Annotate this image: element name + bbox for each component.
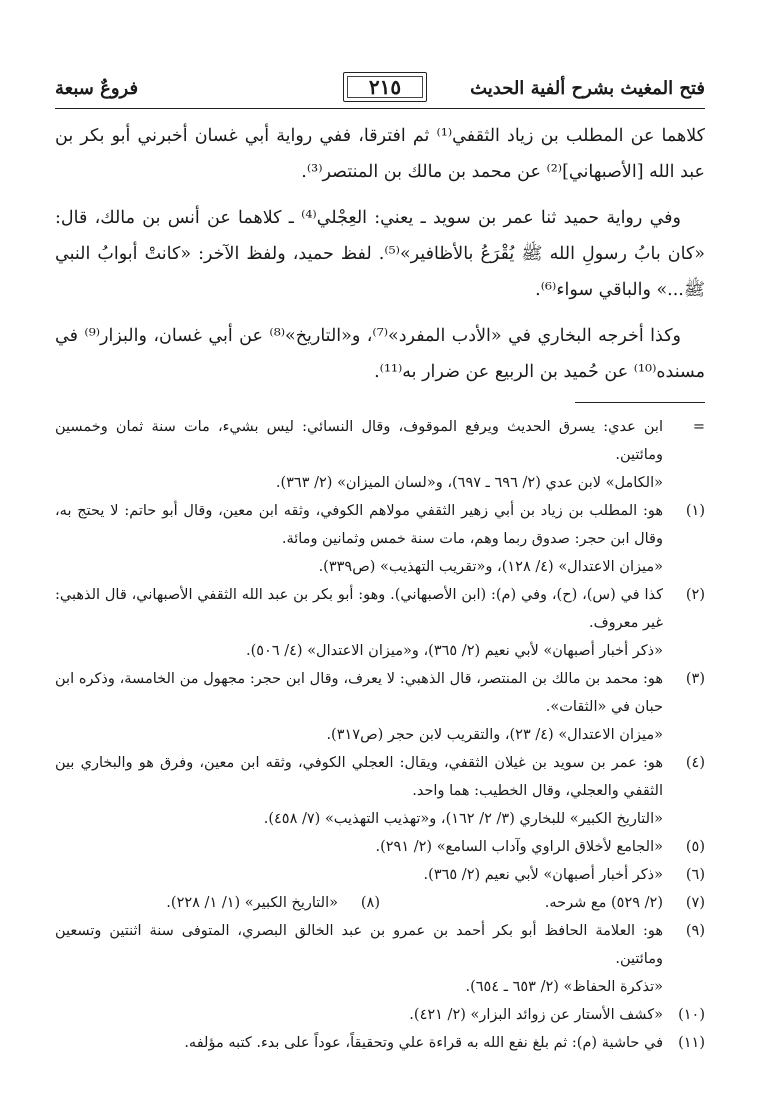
footnote-number: (١١) [678,1035,705,1051]
footnote-continued [55,413,705,497]
footnote-number: (٤) [685,755,705,771]
footnote-1 [55,497,705,581]
footnote-5 [55,833,705,861]
footnote-number: (٩) [685,923,705,939]
running-title: فتح المغيث بشرح ألفية الحديث [470,78,705,99]
footnote-number: (٣) [685,671,705,687]
footnote-number: (١) [685,503,705,519]
footnote-text: «ذكر أخبار أصبهان» لأبي نعيم (٢/ ٣٦٥). [423,867,663,883]
footnote-line: «ميزان الاعتدال» (٤/ ١٢٨)، و«تقريب التهذيب» (ص٣٣٩). [318,559,663,575]
footnote-text: «كشف الأستار عن زوائد البزار» (٢/ ٤٢١). [409,1007,663,1023]
section-title: فروعٌ سبعة [55,78,139,99]
footnote-number: (٦) [685,867,705,883]
page-number: ٢١٥ [368,75,402,99]
page-header [55,70,705,110]
footnote-8 [55,889,380,917]
footnote-2 [55,581,705,665]
footnote-line: «ميزان الاعتدال» (٤/ ٢٣)، والتقريب لابن حجر (ص٣١٧). [326,727,663,743]
footnote-line: ابن عدي: يسرق الحديث ويرفع الموقوف، وقال النسائي: ليس بشيء، مات سنة ثمان وخمسين ومائتين. [55,419,663,463]
header-rule [55,108,705,109]
footnote-line: هو: محمد بن مالك بن المنتصر، قال الذهبي: لا يعرف، وقال ابن حجر: مجهول من الخامسة، وذكره ابن حبان في «الثقات». [55,671,663,715]
footnote-separator [575,402,705,403]
footnote-line: كذا في (س)، (ح)، وفي (م): (ابن الأصبهاني). وهو: أبو بكر بن عبد الله الثقفي الأصبهاني، قال الذهبي: غير معروف. [55,587,663,631]
footnote-line: هو: عمر بن سويد بن غيلان الثقفي، ويقال: العجلي الكوفي، وثقه ابن معين، وفرق هو والبخاري بين الثقفي والعجلي، وقال الخطيب: هما واحد. [55,755,663,799]
footnote-text: «التاريخ الكبير» (١/ ١/ ٢٢٨). [166,895,338,911]
footnotes-7-8-row [55,889,705,917]
footnote-text: في حاشية (م): ثم بلغ نفع الله به قراءة علي وتحقيقاً، عوداً على بدء. كتبه مؤلفه. [184,1035,663,1051]
footnote-number: (٢) [685,587,705,603]
main-text [55,118,705,390]
paragraph-2: وفي رواية حميد ثنا عمر بن سويد ـ يعني: العِجْلي⁽⁴⁾ ـ كلاهما عن أنس بن مالك، قال: «كان بابُ رسولِ الله ﷺ يُقْرَعُ بالأظافير»⁽⁵⁾. لفظ حميد، ولفظ الآخر: «كانتْ أبوابُ النبي ﷺ...» والباقي سواء⁽⁶⁾. [55,208,705,300]
footnote-6 [55,861,705,889]
book-page [55,70,705,1057]
footnote-line: «ذكر أخبار أصبهان» لأبي نعيم (٢/ ٣٦٥)، و«ميزان الاعتدال» (٤/ ٥٠٦). [245,643,663,659]
footnote-marker: = [692,419,705,435]
footnote-line: هو: العلامة الحافظ أبو بكر أحمد بن عمرو بن عبد الخالق البصري، المتوفى سنة اثنتين وتسعين ومائتين. [55,923,663,967]
footnote-text: «الجامع لأخلاق الراوي وآداب السامع» (٢/ ٢٩١). [375,839,663,855]
footnote-line: «التاريخ الكبير» للبخاري (٣/ ٢/ ١٦٢)، و«تهذيب التهذيب» (٧/ ٤٥٨). [263,811,663,827]
footnote-11 [55,1029,705,1057]
footnote-number: (١٠) [678,1007,705,1023]
footnote-4 [55,749,705,833]
footnote-number: (٥) [685,839,705,855]
footnote-line: «الكامل» لابن عدي (٢/ ٦٩٦ ـ ٦٩٧)، و«لسان الميزان» (٢/ ٣٦٣). [275,475,663,491]
footnote-number: (٧) [685,895,705,911]
footnote-text: (٢/ ٥٢٩) مع شرحه. [544,895,663,911]
footnote-10 [55,1001,705,1029]
page-number-frame [343,72,427,102]
footnote-line: «تذكرة الحفاظ» (٢/ ٦٥٣ ـ ٦٥٤). [465,979,663,995]
footnotes [55,413,705,1057]
footnote-7 [380,889,705,917]
paragraph-1: كلاهما عن المطلب بن زياد الثقفي⁽¹⁾ ثم افترقا، ففي رواية أبي غسان أخبرني أبو بكر بن عبد الله [الأصبهاني]⁽²⁾ عن محمد بن مالك بن المنتصر⁽³⁾. [55,126,705,182]
footnote-3 [55,665,705,749]
paragraph-3: وكذا أخرجه البخاري في «الأدب المفرد»⁽⁷⁾، و«التاريخ»⁽⁸⁾ عن أبي غسان، والبزار⁽⁹⁾ في مسنده⁽¹⁰⁾ عن حُميد بن الربيع عن ضرار به⁽¹¹⁾. [55,326,705,382]
footnote-9 [55,917,705,1001]
footnote-number: (٨) [360,895,380,911]
footnote-line: هو: المطلب بن زياد بن أبي زهير الثقفي مولاهم الكوفي، وثقه ابن معين، وقال أبو حاتم: لا يحتج به، وقال ابن حجر: صدوق ربما وهم، مات سنة خمس وثمانين ومائة. [55,503,663,547]
